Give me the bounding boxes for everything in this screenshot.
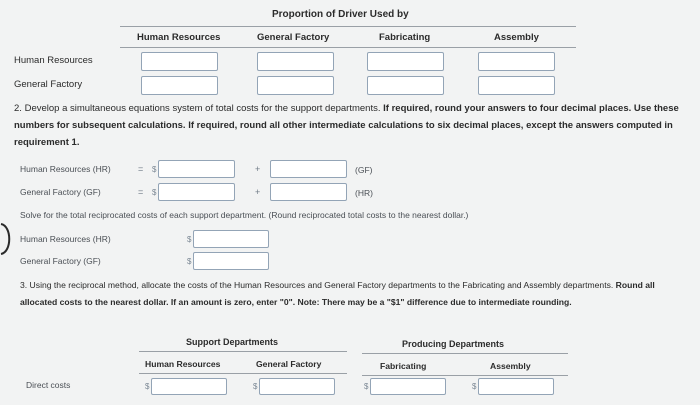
- eq-hr-suffix: (GF): [355, 165, 373, 175]
- q3-header-rule-support: [139, 373, 347, 374]
- direct-costs-gf-input[interactable]: [259, 378, 335, 395]
- eq-hr-plus: +: [255, 164, 261, 174]
- direct-costs-hr-input[interactable]: [151, 378, 227, 395]
- total-gf-input[interactable]: [193, 252, 269, 270]
- total-hr-label: Human Resources (HR): [20, 234, 111, 244]
- q3-col-human-resources: Human Resources: [145, 359, 221, 369]
- direct-costs-asm-dollar: $: [472, 382, 477, 391]
- eq-hr-constant-input[interactable]: [158, 160, 235, 178]
- direct-costs-fab-dollar: $: [364, 382, 369, 391]
- direct-costs-gf-dollar: $: [253, 382, 258, 391]
- step-bracket-icon: [0, 222, 14, 256]
- table1-row-label-human-resources: Human Resources: [14, 55, 93, 66]
- q3-col-fabricating: Fabricating: [380, 361, 427, 371]
- table1-col-general-factory: General Factory: [257, 32, 330, 43]
- hr-proportion-asm-input[interactable]: [478, 52, 555, 71]
- q3-instructions: [20, 277, 690, 311]
- eq-gf-dollar: $: [152, 188, 157, 197]
- table1-top-rule: [120, 26, 576, 27]
- q3-col-assembly: Assembly: [490, 361, 531, 371]
- eq-gf-constant-input[interactable]: [158, 183, 235, 201]
- total-hr-input[interactable]: [193, 230, 269, 248]
- q3-text: Using the reciprocal method, allocate the costs of the Human Resources and General Factory departments to the Fabricating and Assembly departments.: [27, 280, 616, 290]
- direct-costs-label: Direct costs: [26, 380, 71, 390]
- eq-hr-label: Human Resources (HR): [20, 164, 111, 174]
- q3-bold-text: Round all allocated costs to the nearest dollar. If an amount is zero, enter "0". Note: There may be a "$1" difference due to intermediate rounding.: [20, 280, 655, 307]
- hr-proportion-fab-input[interactable]: [367, 52, 444, 71]
- q3-header-rule-producing: [362, 375, 568, 376]
- hr-proportion-gf-input[interactable]: [257, 52, 334, 71]
- table1-title: Proportion of Driver Used by: [272, 9, 409, 20]
- gf-proportion-asm-input[interactable]: [478, 76, 555, 95]
- direct-costs-hr-dollar: $: [145, 382, 150, 391]
- q2-text: Develop a simultaneous equations system of total costs for the support departments.: [21, 103, 384, 114]
- eq-hr-dollar: $: [152, 165, 157, 174]
- eq-gf-equals: =: [138, 187, 144, 197]
- producing-departments-header: Producing Departments: [402, 339, 505, 349]
- q2-solve-instructions: Solve for the total reciprocated costs of each support department. (Round reciprocated total costs to the nearest dollar.): [20, 210, 469, 220]
- gf-proportion-hr-input[interactable]: [141, 76, 218, 95]
- q2-bold-text: If required, round your answers to four decimal places. Use these numbers for subsequent calculations. If required, round all other intermediate calculations to six decimal places, except the answers computed in requirement 1.: [14, 103, 679, 148]
- total-hr-dollar: $: [187, 235, 192, 244]
- q3-col-general-factory: General Factory: [256, 359, 322, 369]
- gf-proportion-fab-input[interactable]: [367, 76, 444, 95]
- q2-number: 2.: [14, 103, 22, 114]
- gf-proportion-gf-input[interactable]: [257, 76, 334, 95]
- total-gf-label: General Factory (GF): [20, 256, 101, 266]
- hr-proportion-hr-input[interactable]: [141, 52, 218, 71]
- table1-col-assembly: Assembly: [494, 32, 539, 43]
- eq-hr-equals: =: [138, 164, 144, 174]
- table1-col-fabricating: Fabricating: [379, 32, 431, 43]
- table1-header-rule: [120, 47, 576, 48]
- direct-costs-asm-input[interactable]: [478, 378, 554, 395]
- q2-instructions: [14, 100, 690, 151]
- support-departments-rule: [139, 351, 347, 352]
- eq-gf-plus: +: [255, 187, 261, 197]
- eq-hr-coefficient-input[interactable]: [270, 160, 347, 178]
- direct-costs-fab-input[interactable]: [370, 378, 446, 395]
- eq-gf-suffix: (HR): [355, 188, 373, 198]
- q3-number: 3.: [20, 280, 28, 290]
- table1-row-label-general-factory: General Factory: [14, 79, 83, 90]
- total-gf-dollar: $: [187, 257, 192, 266]
- eq-gf-coefficient-input[interactable]: [270, 183, 347, 201]
- table1-col-human-resources: Human Resources: [137, 32, 221, 43]
- support-departments-header: Support Departments: [186, 337, 279, 347]
- eq-gf-label: General Factory (GF): [20, 187, 101, 197]
- producing-departments-rule: [362, 353, 568, 354]
